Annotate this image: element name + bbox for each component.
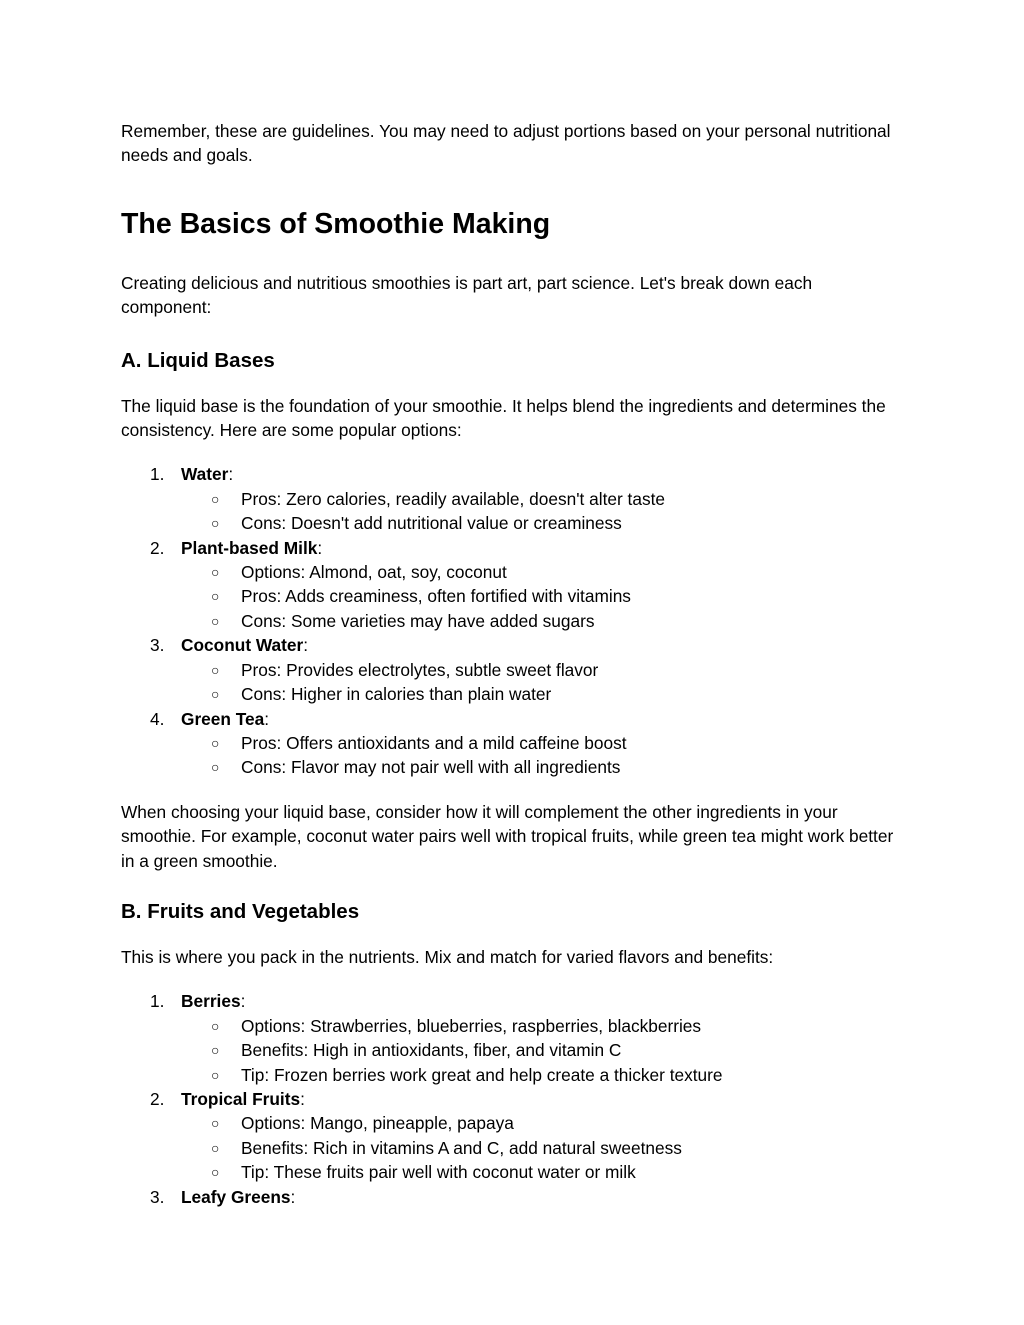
section-a-intro: The liquid base is the foundation of your smoothie. It helps blend the ingredients and determines the consistency. Here are some popular options: (121, 395, 886, 441)
intro-paragraph: Remember, these are guidelines. You may need to adjust portions based on your personal nutritional needs and goals. (121, 121, 891, 166)
list-item-number: 1. (150, 991, 165, 1012)
sub-list-item-text: Benefits: High in antioxidants, fiber, and vitamin C (241, 1040, 622, 1061)
hollow-circle-bullet-icon: ○ (211, 490, 220, 507)
hollow-circle-bullet-icon: ○ (211, 1042, 220, 1059)
sub-list-item (181, 1014, 901, 1038)
sub-list-item-text: Pros: Provides electrolytes, subtle sweet flavor (241, 659, 599, 680)
list-item-title: Berries (181, 991, 241, 1012)
list-item-title: Water (181, 464, 229, 485)
list-item (121, 462, 901, 535)
hollow-circle-bullet-icon: ○ (211, 661, 220, 678)
sub-list (181, 731, 901, 780)
list-item (121, 536, 901, 634)
sub-list-item-text: Cons: Higher in calories than plain water (241, 684, 552, 705)
list-item-number: 3. (150, 635, 165, 656)
list-item (121, 1087, 901, 1185)
hollow-circle-bullet-icon: ○ (211, 1017, 220, 1034)
sub-list (181, 658, 901, 707)
fruits-vegetables-list-container (121, 989, 901, 1209)
sub-list-item-text: Options: Almond, oat, soy, coconut (241, 562, 507, 583)
sub-list-item (181, 658, 901, 682)
sub-list-item-text: Tip: Frozen berries work great and help create a thicker texture (241, 1064, 723, 1085)
list-item-title: Plant-based Milk (181, 537, 318, 558)
list-item-colon: : (290, 1186, 296, 1207)
sub-list-item-text: Tip: These fruits pair well with coconut water or milk (241, 1162, 636, 1183)
fruits-vegetables-list (121, 989, 901, 1209)
hollow-circle-bullet-icon: ○ (211, 759, 220, 776)
section-b-intro: This is where you pack in the nutrients. Mix and match for varied flavors and benefits: (121, 946, 774, 967)
hollow-circle-bullet-icon: ○ (211, 734, 220, 751)
list-item-number: 4. (150, 708, 165, 729)
hollow-circle-bullet-icon: ○ (211, 515, 220, 532)
list-item-title: Leafy Greens (181, 1186, 291, 1207)
sub-list-item-text: Pros: Zero calories, readily available, doesn't alter taste (241, 488, 666, 509)
sub-list-item (181, 511, 901, 535)
hollow-circle-bullet-icon: ○ (211, 1139, 220, 1156)
hollow-circle-bullet-icon: ○ (211, 612, 220, 629)
list-item (121, 989, 901, 1087)
sub-list-item-text: Options: Mango, pineapple, papaya (241, 1113, 514, 1134)
list-item-colon: : (240, 991, 246, 1012)
list-item-title: Green Tea (181, 708, 265, 729)
list-item-title: Coconut Water (181, 635, 304, 656)
list-item-colon: : (317, 537, 323, 558)
sub-list-item (181, 1063, 901, 1087)
list-item-colon: : (228, 464, 234, 485)
list-item-colon: : (264, 708, 270, 729)
sub-list-item-text: Pros: Offers antioxidants and a mild caffeine boost (241, 732, 627, 753)
sub-list (181, 487, 901, 536)
liquid-bases-list-container (121, 462, 901, 779)
sub-list-item (181, 682, 901, 706)
document-page (121, 119, 901, 1209)
sub-list-item (181, 487, 901, 511)
sub-list-item (181, 755, 901, 779)
sub-list-item-text: Cons: Doesn't add nutritional value or creaminess (241, 513, 622, 534)
sub-list-item (181, 1038, 901, 1062)
liquid-bases-list (121, 462, 901, 779)
list-item-number: 2. (150, 1088, 165, 1109)
list-item (121, 707, 901, 780)
hollow-circle-bullet-icon: ○ (211, 686, 220, 703)
hollow-circle-bullet-icon: ○ (211, 588, 220, 605)
sub-list-item (181, 1160, 901, 1184)
list-item-number: 2. (150, 537, 165, 558)
sub-list-item (181, 584, 901, 608)
list-item-colon: : (303, 635, 309, 656)
sub-list-item (181, 731, 901, 755)
sub-list-item (181, 609, 901, 633)
sub-list-item-text: Benefits: Rich in vitamins A and C, add natural sweetness (241, 1137, 682, 1158)
sub-list-item (181, 1111, 901, 1135)
list-item (121, 1185, 901, 1209)
sub-list-item-text: Cons: Flavor may not pair well with all ingredients (241, 757, 621, 778)
sub-list-item-text: Pros: Adds creaminess, often fortified with vitamins (241, 586, 631, 607)
hollow-circle-bullet-icon: ○ (211, 564, 220, 581)
sub-list-item-text: Options: Strawberries, blueberries, raspberries, blackberries (241, 1015, 702, 1036)
sub-list-item (181, 1136, 901, 1160)
list-item-number: 1. (150, 464, 165, 485)
hollow-circle-bullet-icon: ○ (211, 1164, 220, 1181)
sub-list (181, 1014, 901, 1087)
sub-list-item-text: Cons: Some varieties may have added sugars (241, 610, 595, 631)
hollow-circle-bullet-icon: ○ (211, 1115, 220, 1132)
sub-list (181, 560, 901, 633)
list-item-colon: : (300, 1088, 305, 1109)
section-a-outro: When choosing your liquid base, consider how it will complement the other ingredients in your smoothie. For example, coconut water pairs well with tropical fruits, while green tea might work better in a green smoothie. (121, 801, 894, 871)
hollow-circle-bullet-icon: ○ (211, 1066, 220, 1083)
section-b-heading: B. Fruits and Vegetables (121, 899, 360, 923)
list-item (121, 633, 901, 706)
list-item-number: 3. (150, 1186, 165, 1207)
section-heading-main: The Basics of Smoothie Making (121, 207, 551, 240)
main-intro-paragraph: Creating delicious and nutritious smoothies is part art, part science. Let's break down each component: (121, 272, 813, 318)
section-a-heading: A. Liquid Bases (121, 348, 275, 372)
list-item-title: Tropical Fruits (181, 1088, 301, 1109)
sub-list-item (181, 560, 901, 584)
sub-list (181, 1111, 901, 1184)
